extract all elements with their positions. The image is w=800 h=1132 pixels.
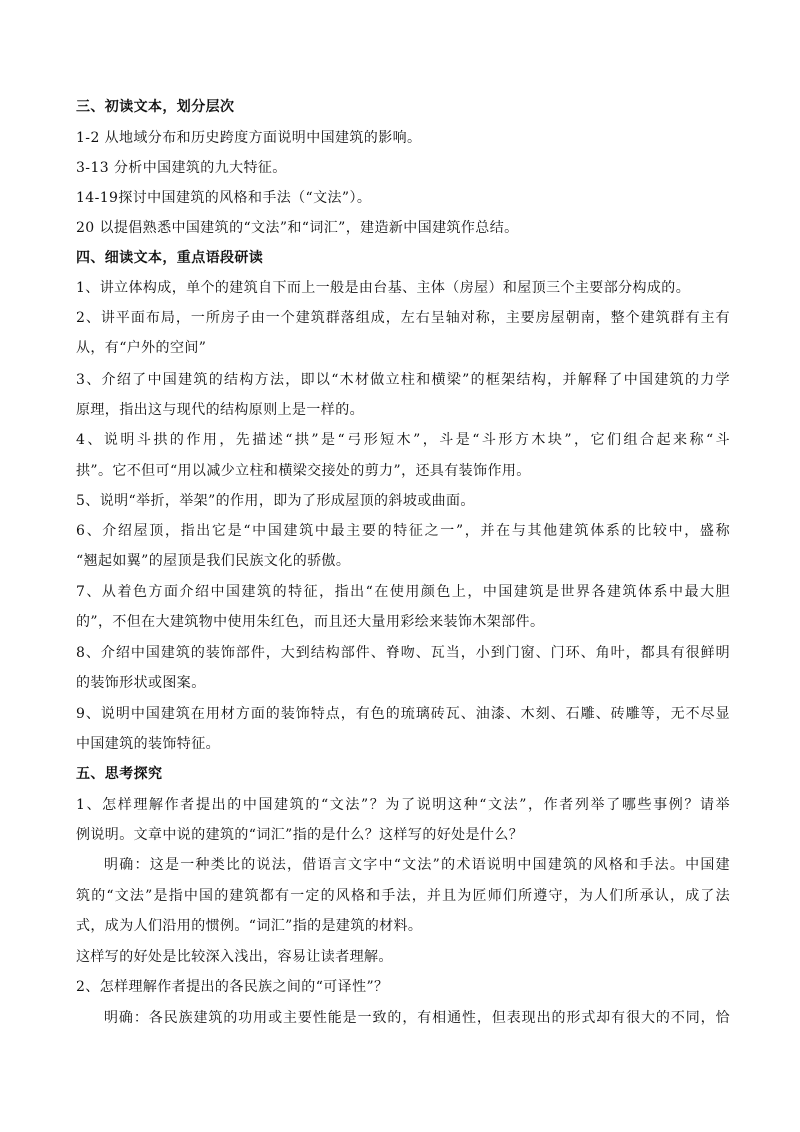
paragraph-line: 6、介绍屋顶，指出它是“中国建筑中最主要的特征之一”，并在与其他建筑体系的比较中，盛称 bbox=[76, 523, 730, 539]
paragraph-line: 明确：这是一种类比的说法，借语言文字中“文法”的术语说明中国建筑的风格和手法。中国建 bbox=[104, 857, 730, 873]
paragraph-line: 7、从着色方面介绍中国建筑的特征，指出“在使用颜色上，中国建筑是世界各建筑体系中最大胆 bbox=[76, 584, 730, 600]
paragraph-line: 2、怎样理解作者提出的各民族之间的“可译性”？ bbox=[76, 979, 389, 995]
paragraph-line: 1、讲立体构成，单个的建筑自下而上一般是由台基、主体（房屋）和屋顶三个主要部分构成的。 bbox=[76, 280, 691, 296]
section-heading-4: 四、细读文本，重点语段研读 bbox=[76, 250, 264, 266]
section-heading-3: 三、初读文本，划分层次 bbox=[76, 99, 235, 115]
section-heading-5: 五、思考探究 bbox=[76, 766, 163, 782]
paragraph-line: 14-19探讨中国建筑的风格和手法（“文法”）。 bbox=[76, 190, 372, 206]
paragraph-line: 拱”。它不但可“用以减少立柱和横梁交接处的剪力”，还具有装饰作用。 bbox=[76, 463, 531, 479]
paragraph-line: 中国建筑的装饰特征。 bbox=[76, 736, 220, 752]
paragraph-line: 2、讲平面布局，一所房子由一个建筑群落组成，左右呈轴对称，主要房屋朝南，整个建筑群有主有 bbox=[76, 310, 730, 326]
paragraph-line: 8、介绍中国建筑的装饰部件，大到结构部件、脊吻、瓦当，小到门窗、门环、角叶，都具有很鲜明 bbox=[76, 645, 730, 661]
paragraph-line: “翘起如翼”的屋顶是我们民族文化的骄傲。 bbox=[76, 553, 351, 569]
paragraph-line: 9、说明中国建筑在用材方面的装饰特点，有色的琉璃砖瓦、油漆、木刻、石雕、砖雕等，无不尽显 bbox=[76, 706, 730, 722]
paragraph-line: 原理，指出这与现代的结构原则上是一样的。 bbox=[76, 402, 364, 418]
paragraph-line: 明确：各民族建筑的功用或主要性能是一致的，有相通性，但表现出的形式却有很大的不同，恰 bbox=[104, 1010, 730, 1026]
paragraph-line: 筑的“文法”是指中国的建筑都有一定的风格和手法，并且为匠师们所遵守，为人们所承认，成了法 bbox=[76, 888, 730, 904]
paragraph-line: 的装饰形状或图案。 bbox=[76, 675, 206, 691]
paragraph-line: 1-2 从地域分布和历史跨度方面说明中国建筑的影响。 bbox=[76, 130, 422, 146]
paragraph-line: 20 以提倡熟悉中国建筑的“文法”和“词汇”，建造新中国建筑作总结。 bbox=[76, 220, 519, 236]
paragraph-line: 这样写的好处是比较深入浅出，容易让读者理解。 bbox=[76, 949, 393, 965]
paragraph-line: 3、介绍了中国建筑的结构方法，即以“木材做立柱和横梁”的框架结构，并解释了中国建筑的力学 bbox=[76, 372, 730, 388]
paragraph-line: 式，成为人们沿用的惯例。“词汇”指的是建筑的材料。 bbox=[76, 918, 423, 934]
paragraph-line: 4、说明斗拱的作用，先描述“拱”是“弓形短木”，斗是“斗形方木块”，它们组合起来称“斗 bbox=[76, 432, 730, 448]
paragraph-line: 例说明。文章中说的建筑的“词汇”指的是什么？这样写的好处是什么？ bbox=[76, 827, 524, 843]
paragraph-line: 从，有“户外的空间” bbox=[76, 340, 207, 356]
paragraph-line: 1、怎样理解作者提出的中国建筑的“文法”？为了说明这种“文法”，作者列举了哪些事例？请举 bbox=[76, 797, 730, 813]
paragraph-line: 3-13 分析中国建筑的九大特征。 bbox=[76, 160, 287, 176]
paragraph-line: 5、说明“举折，举架”的作用，即为了形成屋顶的斜坡或曲面。 bbox=[76, 493, 475, 509]
paragraph-line: 的”，不但在大建筑物中使用朱红色，而且还大量用彩绘来装饰木架部件。 bbox=[76, 614, 545, 630]
